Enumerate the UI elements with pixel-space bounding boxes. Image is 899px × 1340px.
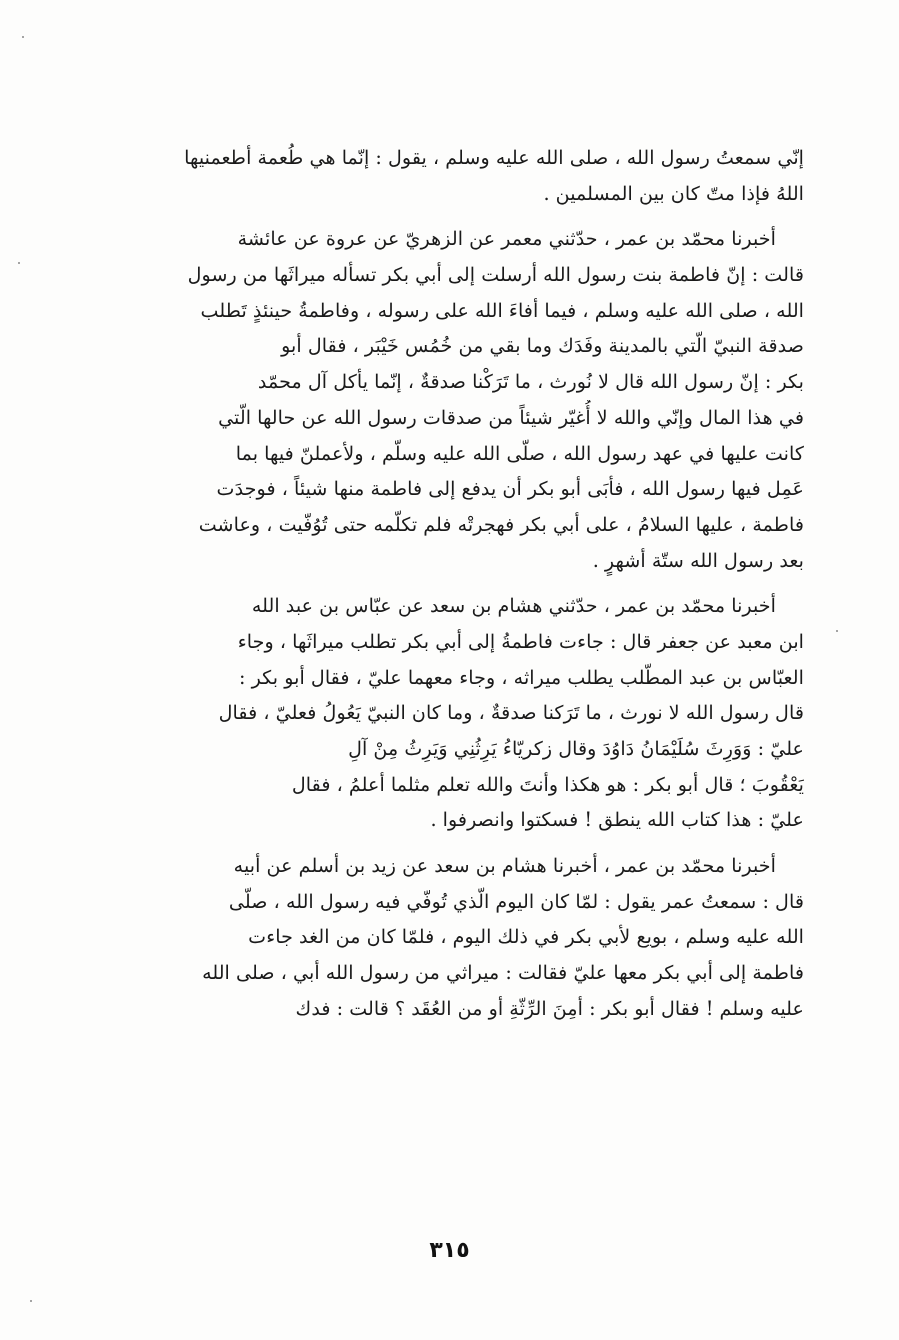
paper-speck [836, 630, 838, 632]
text-line: قالت : إنّ فاطمة بنت رسول الله أرسلت إلى أبي بكر تسأله ميراثَها من رسول [187, 263, 804, 287]
text-line: يَعْقُوبَ ؛ قال أبو بكر : هو هكذا وأنتَ والله تعلم مثلما أعلمُ ، فقال [291, 772, 804, 796]
text-line: عَمِل فيها رسول الله ، فأبَى أبو بكر أن يدفع إلى فاطمة منها شيئاً ، فوجدَت [216, 477, 804, 501]
paper-speck [18, 262, 20, 264]
paragraph [100, 848, 804, 1026]
text-line: عليّ : وَوَرِثَ سُلَيْمَانُ دَاوُدَ وقال زكريّاءُ يَرِثُنِي وَيَرِثُ مِنْ آلِ [348, 737, 804, 760]
text-line: العبّاس بن عبد المطّلب يطلب ميراثه ، وجاء معهما عليّ ، فقال أبو بكر : [239, 665, 804, 689]
page-number: ٣١٥ [429, 1238, 470, 1263]
text-line: أخبرنا محمّد بن عمر ، حدّثني معمر عن الزهريّ عن عروة عن عائشة [237, 227, 776, 251]
text-line: فاطمة إلى أبي بكر معها عليّ فقالت : ميراثي من رسول الله أبي ، صلى الله [202, 961, 804, 985]
text-line: ابن معبد عن جعفر قال : جاءت فاطمةُ إلى أبي بكر تطلب ميراثَها ، وجاء [237, 629, 804, 653]
text-line: اللهُ فإذا متّ كان بين المسلمين . [543, 181, 804, 205]
text-line: كانت عليها في عهد رسول الله ، صلّى الله عليه وسلّم ، ولأعملنّ فيها بما [235, 441, 804, 465]
text-line: قال رسول الله لا نورث ، ما تَرَكنا صدقةٌ ، وما كان النبيّ يَعُولُ فعليّ ، فقال [218, 701, 804, 725]
text-line: قال : سمعتُ عمر يقول : لمّا كان اليوم الّذي تُوفّي فيه رسول الله ، صلّى [228, 889, 804, 913]
paper-speck [30, 1300, 32, 1302]
text-line: الله ، صلى الله عليه وسلم ، فيما أفاءَ الله على رسوله ، وفاطمةُ حينئذٍ تَطلب [200, 298, 804, 322]
paragraph [100, 140, 804, 211]
text-line: فاطمة ، عليها السلامُ ، على أبي بكر فهجرتْه فلم تكلّمه حتى تُوُفّيت ، وعاشت [198, 512, 804, 536]
paragraph [100, 588, 804, 838]
text-line: أخبرنا محمّد بن عمر ، حدّثني هشام بن سعد عن عبّاس بن عبد الله [251, 594, 776, 618]
text-line: إنّي سمعتُ رسول الله ، صلى الله عليه وسلم ، يقول : إنّما هي طُعمة أطعمنيها [184, 146, 804, 169]
text-line: عليّ : هذا كتاب الله ينطق ! فسكتوا وانصرفوا . [430, 808, 804, 832]
text-line: أخبرنا محمّد بن عمر ، أخبرنا هشام بن سعد عن زيد بن أسلم عن أبيه [233, 854, 776, 878]
text-line: الله عليه وسلم ، بويع لأبي بكر في ذلك اليوم ، فلمّا كان من الغد جاءت [248, 925, 804, 949]
text-line: بعد رسول الله ستّة أشهرٍ . [592, 548, 804, 572]
paper-speck [22, 36, 24, 38]
text-line: بكر : إنّ رسول الله قال لا نُورث ، ما تَرَكْنا صدقةٌ ، إنّما يأكل آل محمّد [257, 370, 804, 394]
text-line: صدقة النبيّ الّتي بالمدينة وفَدَك وما بقي من خُمُس خَيْبَر ، فقال أبو [281, 334, 804, 358]
body-text [100, 140, 804, 1027]
text-line: في هذا المال وإنّي والله لا أُغيّر شيئاً من صدقات رسول الله عن حالها الّتي [218, 405, 804, 429]
text-line: عليه وسلم ! فقال أبو بكر : أمِنَ الرِّثّةِ أو من العُقَد ؟ قالت : فدك [295, 996, 804, 1020]
paragraph [100, 221, 804, 578]
